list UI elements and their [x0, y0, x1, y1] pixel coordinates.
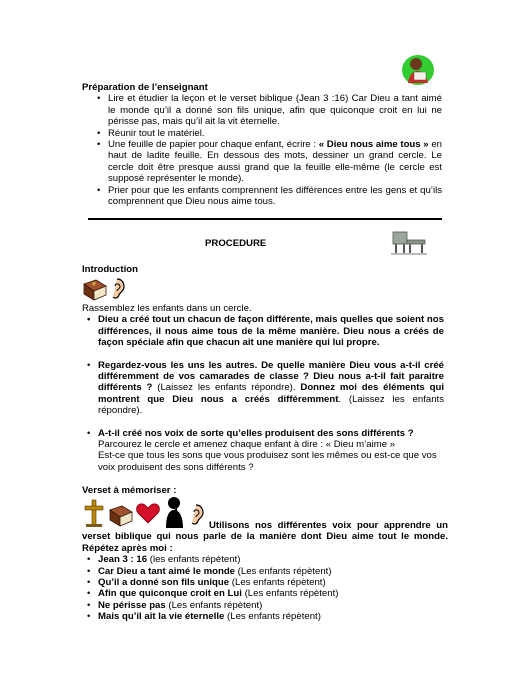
ear-icon — [109, 278, 125, 303]
intro-title: Introduction — [82, 264, 138, 275]
list-item: • Afin que quiconque croit en Lui (Les enfants répètent) — [98, 588, 438, 599]
prep-title: Préparation de l’enseignant — [82, 82, 208, 93]
list-item: • Qu’il a donné son fils unique (Les enfants répètent) — [98, 577, 438, 588]
list-item: • Mais qu’il ait la vie éternelle (Les enfants répètent) — [98, 611, 438, 622]
list-item: • Une feuille de papier pour chaque enfant, écrire : « Dieu nous aime tous » en haut de ladite feuille. En dessous des mots, dessiner un grand cercle. Le cercle doit être presque aussi grand que la feuille elle-même (le cercle est supposé représenter le monde). — [108, 139, 442, 185]
bible-icon — [82, 276, 108, 305]
list-item: • Regardez-vous les uns les autres. De quelle manière Dieu vous a-t-il créé différemment de vos camarades de classe ? Dieu nous a-t-il fait paraitre différents ? (Laissez les enfants répondre). Donnez moi des éléments qui montrent que Dieu nous a créés différemment. (Laissez les enfants répondre). — [98, 360, 444, 417]
intro-gather: Rassemblez les enfants dans un cercle. — [82, 303, 252, 314]
list-item: • Car Dieu a tant aimé le monde (Les enfants répètent) — [98, 566, 438, 577]
list-item: • A-t-il créé nos voix de sorte qu’elles produisent des sons différents ? Parcourez le cercle et amenez chaque enfant à dire : « Dieu m’aime » Est-ce que tous les sons que vous produisez sont les mêmes ou est-ce que vos voix produisent des sons différents ? — [98, 428, 444, 474]
list-item: • Dieu a créé tout un chacun de façon différente, mais quelles que soient nos différences, il nous aime tous de la même manière. Dieu nous a créés de façon spéciale afin que chacun ait une manière qui lui propre. — [98, 314, 444, 348]
procedure-title: PROCEDURE — [205, 238, 267, 249]
list-item: • Prier pour que les enfants comprennent les différences entre les gens et qu’ils comprennent que Dieu nous aime tous. — [108, 185, 442, 208]
list-item: • Jean 3 : 16 (les enfants répètent) — [98, 554, 438, 565]
list-item: • Lire et étudier la leçon et le verset biblique (Jean 3 :16) Car Dieu a tant aimé le monde qu’il a donné son fils unique, afin que quiconque croit en lui ne périsse pas, mais qu’il ait la vit éternelle. — [108, 93, 442, 127]
list-item: • Ne périsse pas (Les enfants répètent) — [98, 600, 438, 611]
chair-desk-icon — [391, 228, 427, 256]
verse-intro: Utilisons nos différentes voix pour apprendre un verset biblique qui nous parle de la manière dont Dieu aime tout le monde. Répétez après moi : — [82, 520, 448, 554]
verse-title: Verset à mémoriser : — [82, 485, 177, 496]
list-item: • Réunir tout le matériel. — [108, 128, 442, 139]
divider — [88, 218, 442, 220]
